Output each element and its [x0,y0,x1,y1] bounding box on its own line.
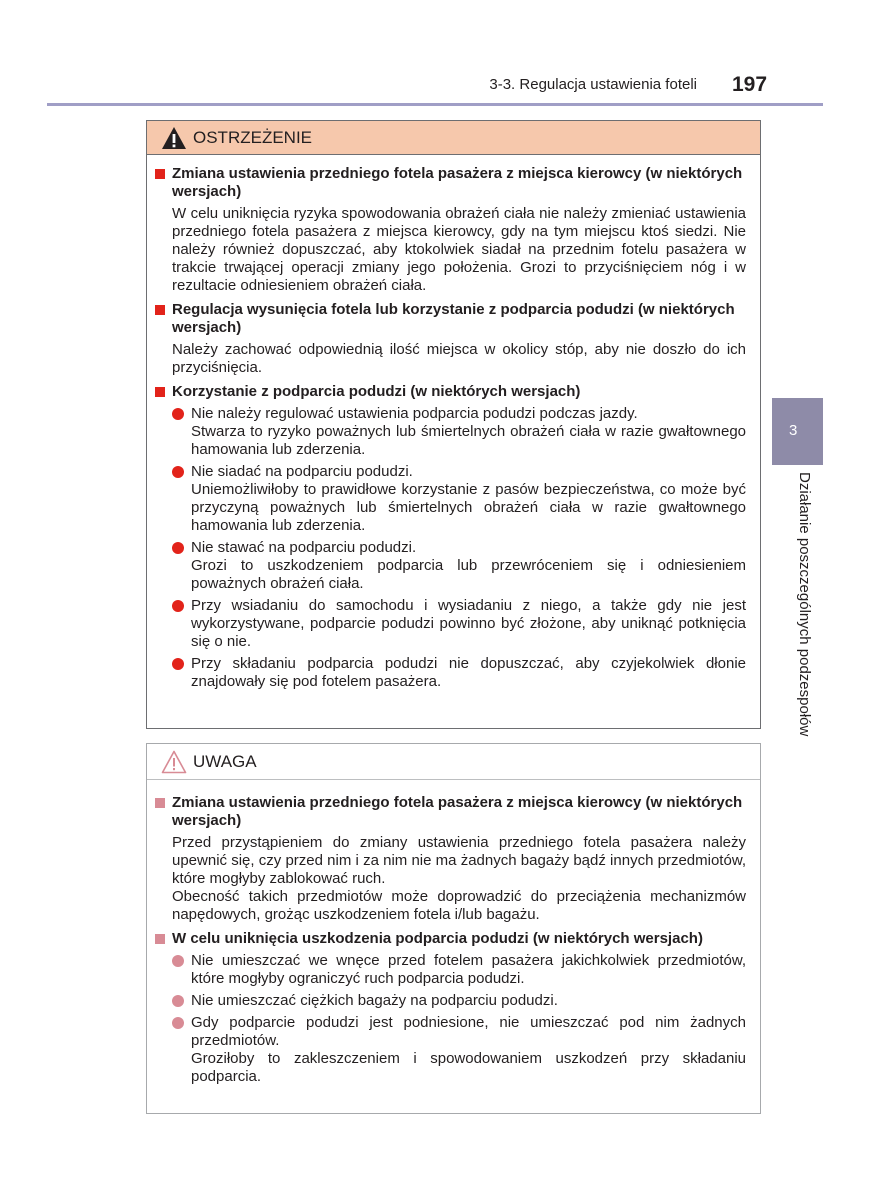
caution-triangle-icon [161,750,187,774]
list-item: Nie siadać na podparciu podudzi. Uniemożliwiłoby to prawidłowe korzystanie z pasów bezpieczeństwa, co może być przyczyną poważnych lub śmiertelnych obrażeń ciała w razie gwałtownego hamowania lub zderzenia. [172,463,746,535]
notice-section [155,930,746,1086]
square-bullet-icon [155,169,165,179]
warning-content [147,155,760,691]
list-item: Nie umieszczać we wnęce przed fotelem pasażera jakichkolwiek przedmiotów, które mogłyby ograniczyć ruch podparcia podudzi. [172,952,746,988]
round-bullet-icon [172,995,184,1007]
warning-section [155,383,746,691]
list-item: Przy składaniu podparcia podudzi nie dopuszczać, aby czyjekolwiek dłonie znajdowały się pod fotelem pasażera. [172,655,746,691]
page-number: 197 [732,73,768,96]
round-bullet-icon [172,542,184,554]
notice-heading: UWAGA [193,751,257,771]
round-bullet-icon [172,1017,184,1029]
header-title: 3-3. Regulacja ustawienia foteli [489,76,697,93]
round-bullet-icon [172,408,184,420]
warning-header [147,121,760,155]
header-rule [47,103,823,106]
section-text: Należy zachować odpowiednią ilość miejsca w okolicy stóp, aby nie doszło do ich przyciśnięcia. [172,341,746,376]
round-bullet-icon [172,466,184,478]
notice-header [147,744,760,780]
round-bullet-icon [172,658,184,670]
warning-section [155,165,746,295]
section-title: Korzystanie z podparcia podudzi (w niektórych wersjach) [172,383,581,400]
round-bullet-icon [172,955,184,967]
notice-box [146,743,761,1114]
chapter-tab [772,398,823,465]
section-title: Zmiana ustawienia przedniego fotela pasażera z miejsca kierowcy (w niektórych wersjach) [172,165,743,200]
list-item: Nie należy regulować ustawienia podparcia podudzi podczas jazdy. Stwarza to ryzyko poważnych lub śmiertelnych obrażeń ciała w razie gwałtownego hamowania lub zderzenia. [172,405,746,459]
warning-box [146,120,761,729]
round-bullet-icon [172,600,184,612]
list-item: Gdy podparcie podudzi jest podniesione, nie umieszczać pod nim żadnych przedmiotów. Groziłoby to zakleszczeniem i spowodowaniem uszkodzeń przy składaniu podparcia. [172,1014,746,1086]
square-bullet-icon [155,305,165,315]
chapter-label: Działanie poszczególnych podzespołów [796,472,813,737]
section-title: Regulacja wysunięcia fotela lub korzystanie z podparcia podudzi (w niektórych wersjach) [172,301,735,336]
square-bullet-icon [155,387,165,397]
section-text: W celu uniknięcia ryzyka spowodowania obrażeń ciała nie należy zmieniać ustawienia przedniego fotela pasażera z miejsca kierowcy, gdy na tym miejscu ktoś siedzi. Nie należy również dopuszczać, aby ktokolwiek siadał na przednim fotelu pasażera w trakcie trwającej operacji zmiany jego położenia. Grozi to przyciśnięciem nóg i w rezultacie odniesieniem obrażeń ciała. [172,205,746,294]
square-bullet-icon [155,934,165,944]
list-item: Nie stawać na podparciu podudzi. Grozi to uszkodzeniem podparcia lub przewróceniem się i odniesieniem poważnych obrażeń ciała. [172,539,746,593]
notice-section [155,794,746,924]
list-item: Przy wsiadaniu do samochodu i wysiadaniu z niego, a także gdy nie jest wykorzystywane, podparcie podudzi powinno być złożone, aby uniknąć potknięcia się o nie. [172,597,746,651]
list-item: Nie umieszczać ciężkich bagaży na podparciu podudzi. [172,992,746,1010]
section-title: W celu uniknięcia uszkodzenia podparcia podudzi (w niektórych wersjach) [172,930,703,947]
notice-content [147,780,760,1086]
warning-triangle-icon [161,126,187,150]
square-bullet-icon [155,798,165,808]
section-text: Przed przystąpieniem do zmiany ustawienia przedniego fotela pasażera należy upewnić się, czy przed nim i za nim nie ma żadnych bagaży bądź innych przedmiotów, które mogłyby zablokować ruch. Obecność takich przedmiotów może doprowadzić do przeciążenia mechanizmów napędowych, grożąc uszkodzeniem fotela i/lub bagażu. [172,834,746,923]
warning-heading: OSTRZEŻENIE [193,127,313,147]
section-title: Zmiana ustawienia przedniego fotela pasażera z miejsca kierowcy (w niektórych wersjach) [172,794,743,829]
warning-section [155,301,746,377]
chapter-number: 3 [789,422,798,439]
